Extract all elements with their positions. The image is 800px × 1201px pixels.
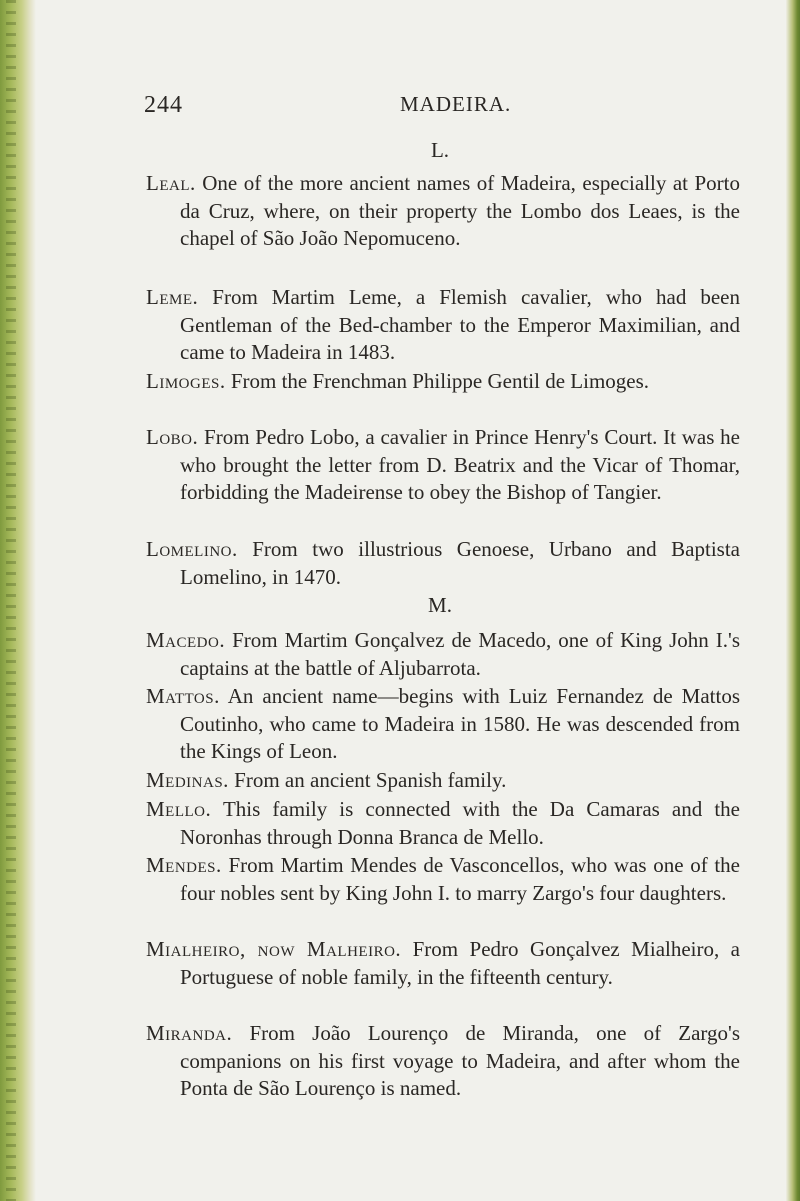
entry-name: Lomelino. (146, 537, 238, 561)
entry-macedo (146, 627, 740, 682)
entry-name: Mialheiro, now Malheiro. (146, 937, 402, 961)
entry-name: Medinas. (146, 768, 229, 792)
entry-name: Limoges. (146, 369, 226, 393)
entry-name: Leal. (146, 171, 196, 195)
entry-miranda (146, 1020, 740, 1103)
entry-mello (146, 796, 740, 851)
entry-text: From Martim Mendes de Vasconcellos, who was one of the four nobles sent by King John I. to marry Zargo's four daughters. (180, 853, 741, 905)
entry-text: One of the more ancient names of Madeira, especially at Porto da Cruz, where, on their property the Lombo dos Leaes, is the chapel of São João Nepomuceno. (180, 171, 741, 250)
entry-leal (146, 170, 740, 253)
entry-text: From Pedro Gonçalvez Mialheiro, a Portuguese of noble family, in the fifteenth century. (180, 937, 740, 989)
entry-text: This family is connected with the Da Camaras and the Noronhas through Donna Branca de Mello. (180, 797, 740, 849)
entry-mialheiro (146, 936, 740, 991)
entry-limoges (146, 368, 740, 396)
entry-text: From Martim Gonçalvez de Macedo, one of King John I.'s captains at the battle of Aljubarrota. (180, 628, 741, 680)
section-heading-l: L. (430, 138, 450, 162)
page-header (144, 92, 728, 122)
page-number: 244 (144, 92, 183, 118)
entry-mattos (146, 683, 740, 766)
entry-name: Mendes. (146, 853, 222, 877)
entry-text: From an ancient Spanish family. (234, 768, 507, 792)
running-head: MADEIRA. (400, 92, 512, 116)
entry-name: Miranda. (146, 1021, 233, 1045)
entry-name: Macedo. (146, 628, 226, 652)
entry-text: From the Frenchman Philippe Gentil de Limoges. (230, 369, 650, 393)
entry-lobo (146, 424, 740, 507)
entry-name: Lobo. (146, 425, 199, 449)
entry-text: From Martim Leme, a Flemish cavalier, who had been Gentleman of the Bed-chamber to the Emperor Maximilian, and came to Madeira in 1483. (180, 285, 741, 364)
entry-name: Mattos. (146, 684, 220, 708)
section-heading-m: M. (428, 593, 452, 617)
entry-text: From two illustrious Genoese, Urbano and Baptista Lomelino, in 1470. (180, 537, 740, 589)
entry-name: Leme. (146, 285, 199, 309)
entry-mendes (146, 852, 740, 907)
entry-lomelino (146, 536, 740, 591)
entry-text: From Pedro Lobo, a cavalier in Prince Henry's Court. It was he who brought the letter from D. Beatrix and the Vicar of Thomar, forbidding the Madeirense to obey the Bishop of Tangier. (180, 425, 741, 504)
entry-leme (146, 284, 740, 367)
entry-text: From João Lourenço de Miranda, one of Zargo's companions on his first voyage to Madeira, and after whom the Ponta de São Lourenço is named. (180, 1021, 741, 1100)
entry-text: An ancient name—begins with Luiz Fernandez de Mattos Coutinho, who came to Madeira in 1580. He was descended from the Kings of Leon. (180, 684, 741, 763)
entry-name: Mello. (146, 797, 212, 821)
entry-medinas (146, 767, 740, 795)
